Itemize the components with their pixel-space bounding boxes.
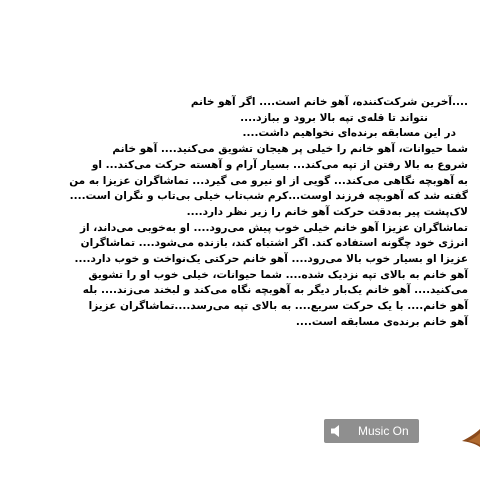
story-line-14: آهو خانم.... با یک حرکت سریع.... به بالای تپه می‌رسد....تماشاگران عزیزا <box>88 300 468 313</box>
corner-decoration <box>458 425 480 447</box>
story-line-12: آهو خانم به بالای تپه نزدیک شده.... شما حیوانات، خیلی خوب او را تشویق <box>88 268 468 281</box>
story-line-6: به آهوبچه نگاهی می‌کند... گویی از او نیرو می گیرد... تماشاگران عزیزا به من <box>69 174 468 187</box>
story-line-1: ....آخرین شرکت‌کننده، آهو خانم است.... اگر آهو خانم <box>190 96 468 108</box>
story-text <box>40 95 468 331</box>
story-line-11: عزیزا او بسیار خوب بالا می‌رود.... آهو خانم حرکتی یک‌نواخت و خوب دارد.... <box>74 253 468 266</box>
story-line-15: آهو خانم برنده‌ی مسابقه است.... <box>295 315 468 328</box>
story-line-5: شروع به بالا رفتن از تپه می‌کند... بسیار آرام و آهسته حرکت می‌کند... او <box>91 158 468 171</box>
story-line-13: می‌کنید.... آهو خانم یک‌بار دیگر به آهوبچه نگاه می‌کند و لبخند می‌زند.... بله <box>82 284 468 297</box>
story-line-8: لاک‌پشت پیر به‌دقت حرکت آهو خانم را زیر نظر دارد.... <box>186 205 468 218</box>
story-line-2: نتواند تا قله‌ی تپه بالا برود و ببازد.... <box>240 111 428 124</box>
story-line-10: انرژی خود چگونه استفاده کند. اگر اشتباه کند، بازنده می‌شود.... تماشاگران <box>80 237 468 250</box>
speaker-icon <box>330 424 344 438</box>
story-line-9: تماشاگران عزیزا آهو خانم خیلی خوب پیش می‌رود.... او به‌خوبی می‌داند، از <box>79 221 468 234</box>
story-line-3: در این مسابقه برنده‌ای نخواهیم داشت.... <box>242 127 456 140</box>
music-toggle-button[interactable] <box>324 419 419 443</box>
music-toggle-label: Music On <box>358 424 409 438</box>
story-line-4: شما حیوانات، آهو خانم را خیلی پر هیجان تشویق می‌کنید.... آهو خانم <box>112 143 468 156</box>
story-line-7: گفته شد که آهوبچه فرزند اوست...کرم شب‌تاب خیلی بی‌تاب و نگران است.... <box>69 190 468 203</box>
